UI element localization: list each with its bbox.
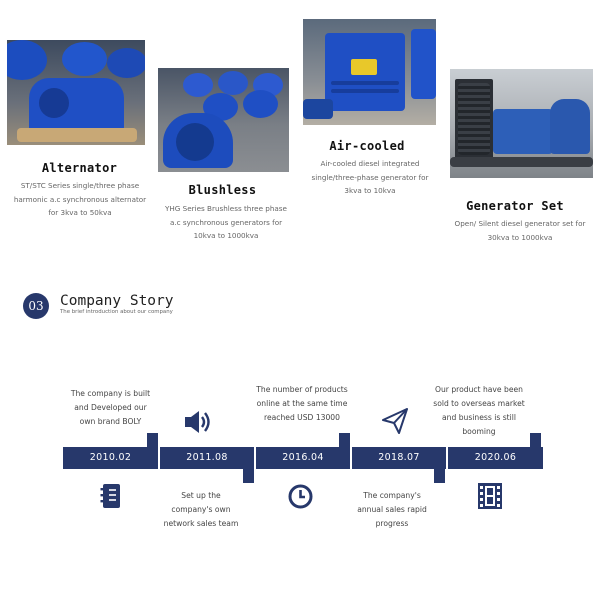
product-description	[290, 157, 450, 198]
section-subtitle: The brief introduction about our company	[60, 309, 173, 315]
timeline-year: 2010.02	[89, 452, 132, 463]
desc-line: 3kva to 10kva	[344, 186, 396, 195]
event-line: booming	[462, 427, 496, 436]
product-title: Generator Set	[466, 199, 564, 213]
paper-plane-icon	[382, 408, 408, 434]
timeline-event-2018	[340, 489, 444, 531]
product-description	[440, 217, 600, 244]
event-line: and Developed our	[74, 403, 147, 412]
speaker-icon	[184, 410, 212, 434]
notebook-icon	[100, 483, 122, 509]
timeline-year: 2011.08	[186, 452, 228, 463]
timeline-tick	[339, 433, 350, 447]
timeline-event-2020	[423, 383, 535, 439]
timeline-year: 2018.07	[378, 452, 420, 463]
generator-set-photo	[450, 69, 593, 178]
event-line: The company's	[363, 491, 421, 500]
section-number-badge: 03	[23, 293, 49, 319]
timeline-event-2010	[58, 387, 163, 429]
event-line: own brand BOLY	[79, 417, 142, 426]
event-line: annual sales rapid	[357, 505, 427, 514]
timeline-event-2011	[146, 489, 256, 531]
brushless-generator-photo	[158, 68, 289, 172]
desc-line: single/three-phase generator for	[311, 172, 429, 182]
product-title: Blushless	[188, 183, 257, 197]
desc-line: harmonic a.c synchronous alternator	[13, 194, 147, 204]
event-line: The company is built	[70, 389, 151, 398]
air-cooled-generator-photo	[303, 19, 436, 125]
desc-line: Air-cooled diesel integrated	[320, 159, 420, 168]
event-line: and business is still	[442, 413, 516, 422]
desc-line: Open/ Silent diesel generator set for	[454, 219, 586, 228]
event-line: network sales team	[163, 519, 239, 528]
event-line: online at the same time	[256, 399, 348, 408]
event-line: progress	[375, 519, 409, 528]
timeline-year: 2020.06	[474, 452, 517, 463]
timeline-tick	[147, 433, 158, 447]
clock-icon	[288, 484, 313, 509]
timeline-tick	[434, 469, 445, 483]
desc-line: ST/STC Series single/three phase	[20, 181, 140, 190]
timeline-year: 2016.04	[282, 452, 324, 463]
desc-line: YHG Series Brushless three phase	[165, 204, 287, 213]
event-line: reached USD 13000	[264, 413, 340, 422]
alternator-photo	[7, 40, 145, 145]
event-line: Set up the	[181, 491, 221, 500]
desc-line: 30kva to 1000kva	[487, 232, 553, 242]
desc-line: 10kva to 1000kva	[193, 231, 259, 240]
event-line: Our product have been	[435, 385, 523, 394]
desc-line: for 3kva to 50kva	[48, 208, 112, 217]
event-line: sold to overseas market	[433, 399, 525, 408]
product-description	[146, 202, 306, 243]
timeline-tick	[243, 469, 254, 483]
film-icon	[477, 482, 503, 510]
section-title: Company Story	[60, 293, 174, 309]
timeline-event-2016	[246, 383, 358, 425]
event-line: The number of products	[256, 385, 348, 394]
product-title: Air-cooled	[329, 139, 405, 153]
product-title: Alternator	[41, 161, 118, 175]
product-description	[0, 179, 160, 220]
event-line: company's own	[171, 505, 231, 514]
desc-line: a.c synchronous generators for	[169, 217, 283, 227]
